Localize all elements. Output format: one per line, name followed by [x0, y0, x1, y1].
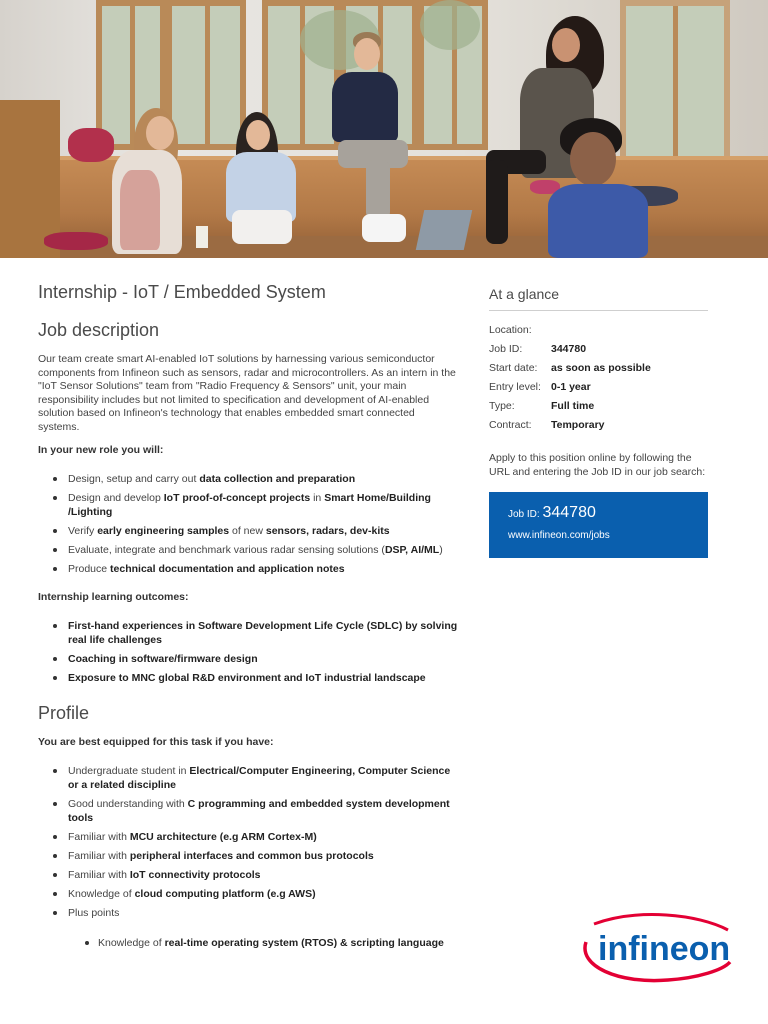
- profile-item: Good understanding with C programming and embedded system development tools: [38, 797, 458, 825]
- outcome-item: First-hand experiences in Software Development Life Cycle (SDLC) by solving real life challenges: [38, 619, 458, 647]
- glance-row-type: Type: Full time: [489, 400, 595, 412]
- glance-row-location: Location:: [489, 324, 532, 336]
- role-item: Design and develop IoT proof-of-concept projects in Smart Home/Building /Lighting: [38, 491, 458, 519]
- profile-list: [38, 764, 458, 920]
- job-description-heading: Job description: [38, 320, 160, 340]
- outcomes-lead: Internship learning outcomes:: [38, 590, 189, 603]
- glance-details: [489, 324, 708, 438]
- profile-item: Familiar with MCU architecture (e.g ARM Cortex-M): [38, 830, 458, 844]
- profile-item: Familiar with IoT connectivity protocols: [38, 868, 458, 882]
- role-item: Evaluate, integrate and benchmark various radar sensing solutions (DSP, AI/ML): [38, 543, 458, 557]
- profile-heading: Profile: [38, 702, 90, 723]
- profile-sub-list: [38, 936, 458, 950]
- profile-item: Familiar with peripheral interfaces and common bus protocols: [38, 849, 458, 863]
- job-main-column: [38, 278, 458, 950]
- photo-pillow: [44, 232, 108, 250]
- role-item: Verify early engineering samples of new sensors, radars, dev-kits: [38, 524, 458, 538]
- infineon-logo: [578, 912, 734, 986]
- role-lead: In your new role you will:: [38, 443, 164, 456]
- jobs-url-link[interactable]: www.infineon.com/jobs: [508, 530, 610, 541]
- job-description-paragraph: Our team create smart AI-enabled IoT solutions by harnessing various semiconductor components from Infineon such as sensors, radar and microcontrollers. As an intern in the "IoT Sensor Solutions" team from "Radio Frequency & Sensors" unit, your main responsibility includes but not limited to specification and development of AI-enabled solution based on Infineon's technology that enables embedded smart connected systems.: [38, 353, 456, 433]
- outcome-item: Exposure to MNC global R&D environment and IoT industrial landscape: [38, 671, 458, 685]
- glance-row-entry-level: Entry level: 0-1 year: [489, 381, 591, 393]
- role-item: Produce technical documentation and application notes: [38, 562, 458, 576]
- at-a-glance-title: At a glance: [489, 286, 560, 302]
- apply-instructions: Apply to this position online by following the URL and entering the Job ID in our job search:: [489, 452, 706, 478]
- photo-window: [166, 0, 246, 150]
- profile-sub-item: Knowledge of real-time operating system (RTOS) & scripting language: [38, 936, 458, 950]
- job-id-box[interactable]: [489, 492, 708, 558]
- glance-row-contract: Contract: Temporary: [489, 419, 605, 431]
- profile-item: Knowledge of cloud computing platform (e.g AWS): [38, 887, 458, 901]
- role-item: Design, setup and carry out data collection and preparation: [38, 472, 458, 486]
- profile-item: Plus points: [38, 906, 458, 920]
- profile-item: Undergraduate student in Electrical/Computer Engineering, Computer Science or a related discipline: [38, 764, 458, 792]
- divider: [489, 310, 708, 311]
- photo-cup: [196, 226, 208, 248]
- job-id-box-id: Job ID: 344780: [508, 504, 596, 521]
- role-list: [38, 472, 458, 576]
- photo-pillow: [68, 128, 114, 162]
- logo-wordmark: infineon: [598, 930, 731, 968]
- outcome-item: Coaching in software/firmware design: [38, 652, 458, 666]
- photo-laptop: [416, 210, 473, 250]
- photo-foliage: [420, 0, 480, 50]
- profile-lead: You are best equipped for this task if you have:: [38, 735, 274, 748]
- glance-row-job-id: Job ID: 344780: [489, 343, 587, 355]
- job-title: Internship - IoT / Embedded System: [38, 282, 326, 302]
- glance-row-start-date: Start date: as soon as possible: [489, 362, 651, 374]
- photo-window: [620, 0, 730, 180]
- at-a-glance-panel: [489, 278, 708, 541]
- logo-swoosh-top: [594, 915, 728, 930]
- team-photo: [0, 0, 768, 258]
- outcomes-list: [38, 619, 458, 685]
